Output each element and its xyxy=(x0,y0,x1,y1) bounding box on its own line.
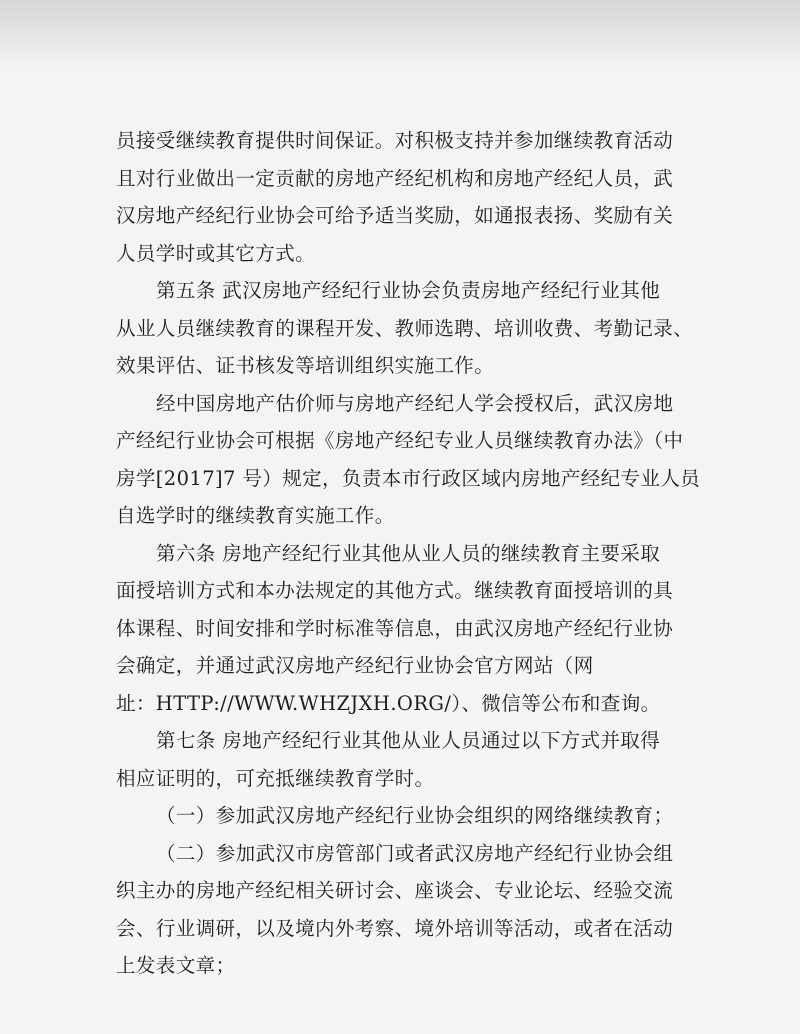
list-item-2 xyxy=(116,835,716,985)
text-line: 第六条 房地产经纪行业其他从业人员的继续教育主要采取 xyxy=(156,541,661,565)
paragraph xyxy=(116,122,716,272)
text-line: 从业人员继续教育的课程开发、教师选聘、培训收费、考勤记录、 xyxy=(116,316,694,340)
text-line: 房学[2017]7 号）规定，负责本市行政区域内房地产经纪专业人员 xyxy=(116,466,701,490)
paragraph xyxy=(116,385,716,535)
text-line: 体课程、时间安排和学时标准等信息，由武汉房地产经纪行业协 xyxy=(116,616,674,640)
text-line: 效果评估、证书核发等培训组织实施工作。 xyxy=(116,354,495,377)
document-body xyxy=(116,122,716,985)
text-line: 人员学时或其它方式。 xyxy=(116,241,316,265)
scan-shadow xyxy=(0,0,800,70)
paragraph-article-6 xyxy=(116,535,716,723)
text-line: 经中国房地产估价师与房地产经纪人学会授权后，武汉房地 xyxy=(156,391,674,415)
text-line: 会、行业调研，以及境内外考察、境外培训等活动，或者在活动 xyxy=(116,916,674,940)
text-line: 相应证明的，可充抵继续教育学时。 xyxy=(116,766,435,790)
text-line: 第七条 房地产经纪行业其他从业人员通过以下方式并取得 xyxy=(156,729,661,752)
text-line: 址：HTTP://WWW.WHZJXH.ORG/）、微信等公布和查询。 xyxy=(116,691,661,715)
text-line: （一）参加武汉房地产经纪行业协会组织的网络继续教育； xyxy=(156,804,674,827)
text-line: 自选学时的继续教育实施工作。 xyxy=(116,504,395,527)
text-line: 会确定，并通过武汉房地产经纪行业协会官方网站（网 xyxy=(116,654,594,677)
text-line: 织主办的房地产经纪相关研讨会、座谈会、专业论坛、经验交流 xyxy=(116,879,674,902)
text-line: 汉房地产经纪行业协会可给予适当奖励，如通报表扬、奖励有关 xyxy=(116,204,674,227)
paragraph-article-5 xyxy=(116,272,716,385)
text-line: 第五条 武汉房地产经纪行业协会负责房地产经纪行业其他 xyxy=(156,279,661,302)
text-line: （二）参加武汉市房管部门或者武汉房地产经纪行业协会组 xyxy=(156,841,674,865)
text-line: 面授培训方式和本办法规定的其他方式。继续教育面授培训的具 xyxy=(116,579,674,602)
text-line: 上发表文章； xyxy=(116,954,236,977)
text-line: 且对行业做出一定贡献的房地产经纪机构和房地产经纪人员，武 xyxy=(116,166,674,190)
text-line: 产经纪行业协会可根据《房地产经纪专业人员继续教育办法》（中 xyxy=(116,429,684,452)
list-item-1 xyxy=(116,797,716,835)
text-line: 员接受继续教育提供时间保证。对积极支持并参加继续教育活动 xyxy=(116,129,674,152)
paragraph-article-7 xyxy=(116,722,716,797)
